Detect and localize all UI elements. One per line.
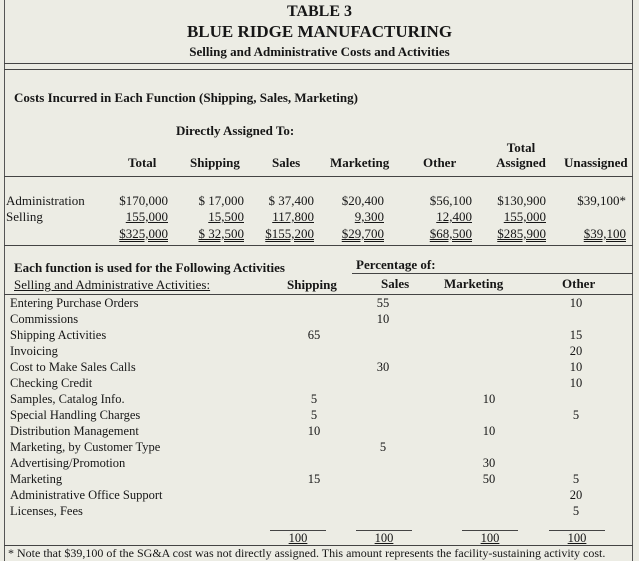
cell-total: $325,000 — [119, 226, 168, 241]
cell-other: $56,100 — [429, 193, 472, 208]
cell-shipping: $ 32,500 — [198, 226, 244, 241]
pct-shipping: 5 — [310, 408, 318, 422]
cell-other: $68,500 — [429, 226, 472, 241]
activity-label: Commissions — [10, 312, 79, 326]
cell-other: 12,400 — [436, 209, 472, 224]
pct-marketing: 50 — [482, 472, 496, 486]
col-header-total: Total — [128, 155, 157, 170]
pct-shipping: 65 — [307, 328, 321, 342]
activity-label: Licenses, Fees — [10, 504, 83, 518]
total-other: 100 — [567, 531, 587, 545]
pct-header-marketing: Marketing — [444, 276, 504, 291]
cell-unassigned: $39,100* — [577, 193, 626, 208]
divider — [4, 69, 633, 70]
cell-sales: $155,200 — [265, 226, 314, 241]
activity-label: Cost to Make Sales Calls — [10, 360, 136, 374]
pct-other: 5 — [572, 504, 580, 518]
pct-other: 20 — [569, 488, 583, 502]
cell-assigned: 155,000 — [503, 209, 546, 224]
section1-heading: Costs Incurred in Each Function (Shipping, Sales, Marketing) — [14, 90, 358, 105]
table-number: TABLE 3 — [286, 3, 353, 20]
row-label: Selling — [6, 209, 43, 224]
activity-label: Samples, Catalog Info. — [10, 392, 125, 406]
pct-sales: 5 — [379, 440, 387, 454]
section2-heading: Each function is used for the Following Activities — [14, 260, 285, 275]
pct-sales: 10 — [376, 312, 390, 326]
footnote: * Note that $39,100 of the SG&A cost was not directly assigned. This amount represents the facility-sustaining activity cost. — [8, 546, 606, 560]
divider — [352, 273, 633, 274]
pct-marketing: 30 — [482, 456, 496, 470]
activity-label: Invoicing — [10, 344, 58, 358]
cell-marketing: 9,300 — [354, 209, 384, 224]
company-name: BLUE RIDGE MANUFACTURING — [186, 22, 453, 41]
cell-unassigned: $39,100 — [583, 226, 626, 241]
pct-header-shipping: Shipping — [287, 277, 337, 292]
cell-total: 155,000 — [125, 209, 168, 224]
pct-other: 15 — [569, 328, 583, 342]
divider — [4, 63, 633, 64]
section2-subheading: Selling and Administrative Activities: — [14, 277, 211, 292]
percentage-label: Percentage of: — [356, 257, 436, 272]
table-subtitle: Selling and Administrative Costs and Activities — [189, 44, 450, 59]
cell-assigned: $285,900 — [497, 226, 546, 241]
pct-other: 5 — [572, 408, 580, 422]
total-sales: 100 — [374, 531, 394, 545]
cell-sales: $ 37,400 — [268, 193, 314, 208]
pct-shipping: 10 — [307, 424, 321, 438]
activity-label: Marketing — [10, 472, 63, 486]
cell-sales: 117,800 — [272, 209, 314, 224]
pct-other: 5 — [572, 472, 580, 486]
cell-shipping: $ 17,000 — [198, 193, 244, 208]
col-header-total-assigned: Assigned — [496, 155, 546, 170]
pct-other: 10 — [569, 296, 583, 310]
cell-marketing: $20,400 — [341, 193, 384, 208]
col-header-unassigned: Unassigned — [564, 155, 628, 170]
activity-label: Checking Credit — [10, 376, 93, 390]
cell-shipping: 15,500 — [208, 209, 244, 224]
pct-marketing: 10 — [482, 392, 496, 406]
total-shipping: 100 — [288, 531, 308, 545]
cell-total: $170,000 — [119, 193, 168, 208]
activity-label: Special Handling Charges — [10, 408, 141, 422]
pct-sales: 55 — [376, 296, 390, 310]
cell-marketing: $29,700 — [341, 226, 384, 241]
col-header-total-assigned: Total — [506, 140, 536, 155]
directly-assigned-label: Directly Assigned To: — [176, 123, 295, 138]
activity-label: Distribution Management — [10, 424, 139, 438]
cell-assigned: $130,900 — [497, 193, 546, 208]
pct-header-other: Other — [562, 276, 596, 291]
pct-other: 20 — [569, 344, 583, 358]
pct-header-sales: Sales — [381, 276, 410, 291]
divider — [4, 176, 633, 177]
total-marketing: 100 — [480, 531, 500, 545]
divider — [4, 294, 633, 295]
col-header-marketing: Marketing — [330, 155, 390, 170]
row-label: Administration — [6, 193, 85, 208]
pct-sales: 30 — [376, 360, 390, 374]
pct-other: 10 — [569, 376, 583, 390]
col-header-other: Other — [423, 155, 457, 170]
pct-shipping: 5 — [310, 392, 318, 406]
pct-shipping: 15 — [307, 472, 321, 486]
activity-label: Marketing, by Customer Type — [10, 440, 161, 454]
pct-marketing: 10 — [482, 424, 496, 438]
col-header-sales: Sales — [272, 155, 301, 170]
activity-label: Administrative Office Support — [10, 488, 163, 502]
col-header-shipping: Shipping — [190, 155, 240, 170]
divider — [4, 245, 633, 246]
activity-label: Shipping Activities — [10, 328, 107, 342]
activity-label: Advertising/Promotion — [10, 456, 126, 470]
activity-label: Entering Purchase Orders — [10, 296, 139, 310]
pct-other: 10 — [569, 360, 583, 374]
